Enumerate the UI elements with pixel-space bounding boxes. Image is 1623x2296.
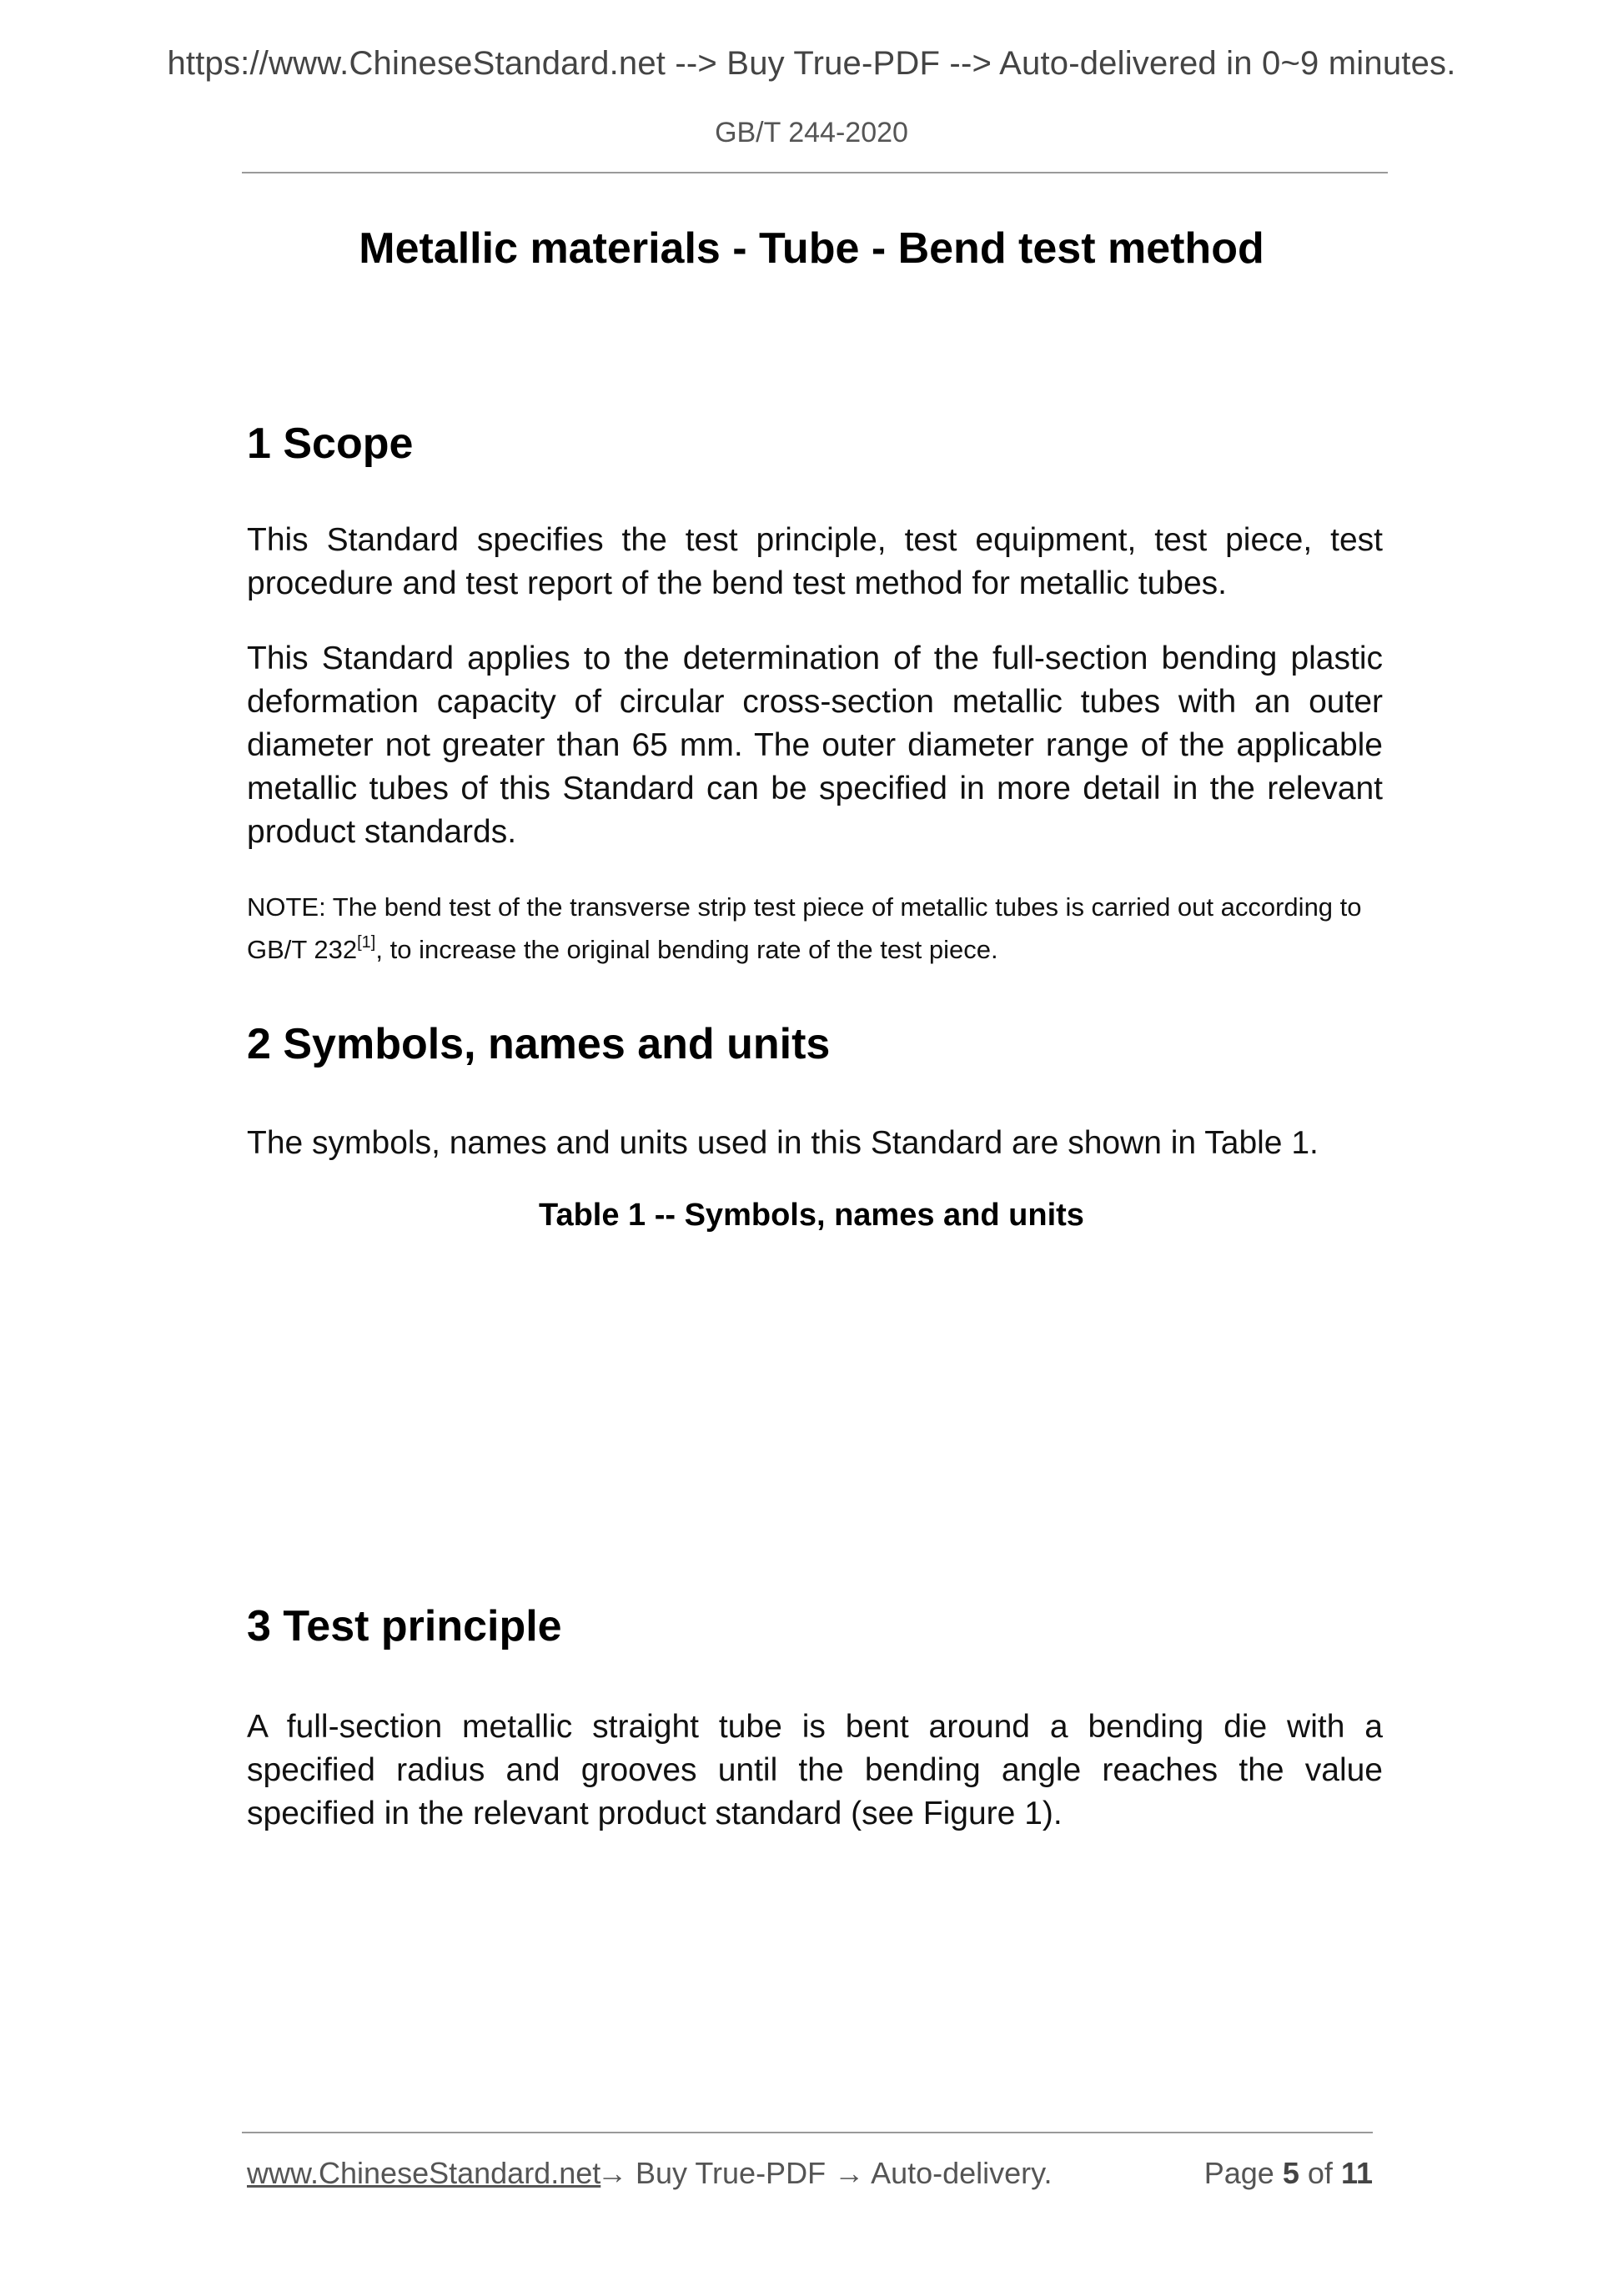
page-title: Metallic materials - Tube - Bend test method — [359, 224, 1264, 273]
table-1-caption: Table 1 -- Symbols, names and units — [539, 1198, 1084, 1233]
page-number — [1204, 2156, 1373, 2191]
note-text-part-1: NOTE: The bend test of the transverse strip test piece of metallic tubes is carried out according to GB/T 232 — [247, 892, 1362, 964]
footer-site-link[interactable]: www.ChineseStandard.net — [247, 2156, 601, 2190]
principle-para-wrap — [247, 1706, 1383, 1836]
section-principle-heading-wrap — [247, 1601, 1383, 1651]
document-code: GB/T 244-2020 — [715, 117, 908, 148]
page-label: Page — [1203, 2156, 1274, 2190]
scope-note-wrap — [247, 886, 1383, 971]
footer-divider — [242, 2132, 1373, 2133]
header-divider — [242, 172, 1388, 173]
principle-paragraph-1: A full-section metallic straight tube is bent around a bending die with a specified radius and grooves until the bending angle reaches the value specified in the relevant product standard (see Figure 1). — [247, 1709, 1383, 1831]
scope-note — [247, 886, 1383, 971]
symbols-paragraph-1: The symbols, names and units used in this Standard are shown in Table 1. — [247, 1125, 1319, 1161]
footer-purchase-text: → Buy True-PDF → Auto-delivery. — [597, 2156, 1053, 2190]
section-scope-heading-wrap — [247, 419, 1383, 469]
note-text-part-2: , to increase the original bending rate of the test piece. — [375, 935, 998, 964]
header-url-line: https://www.ChineseStandard.net --> Buy True-PDF --> Auto-delivered in 0~9 minutes. — [167, 45, 1456, 82]
scope-para-1-wrap — [247, 519, 1383, 605]
section-heading-test-principle: 3 Test principle — [247, 1602, 562, 1650]
section-heading-scope: 1 Scope — [247, 420, 414, 468]
page-current: 5 — [1282, 2156, 1299, 2190]
note-reference: [1] — [357, 933, 376, 952]
page-of: of — [1307, 2156, 1333, 2190]
scope-paragraph-1: This Standard specifies the test principle, test equipment, test piece, test procedure and test report of the bend test method for metallic tubes. — [247, 522, 1383, 601]
scope-para-2-wrap — [247, 637, 1383, 854]
section-heading-symbols: 2 Symbols, names and units — [247, 1020, 831, 1068]
scope-paragraph-2: This Standard applies to the determination of the full-section bending plastic deformation capacity of circular cross-section metallic tubes with an outer diameter not greater than 65 mm. The outer diameter range of the applicable metallic tubes of this Standard can be specified in more detail in the relevant product standards. — [247, 641, 1383, 850]
section-symbols-heading-wrap — [247, 1019, 1383, 1069]
symbols-para-wrap — [247, 1122, 1383, 1165]
page-total: 11 — [1340, 2156, 1373, 2190]
